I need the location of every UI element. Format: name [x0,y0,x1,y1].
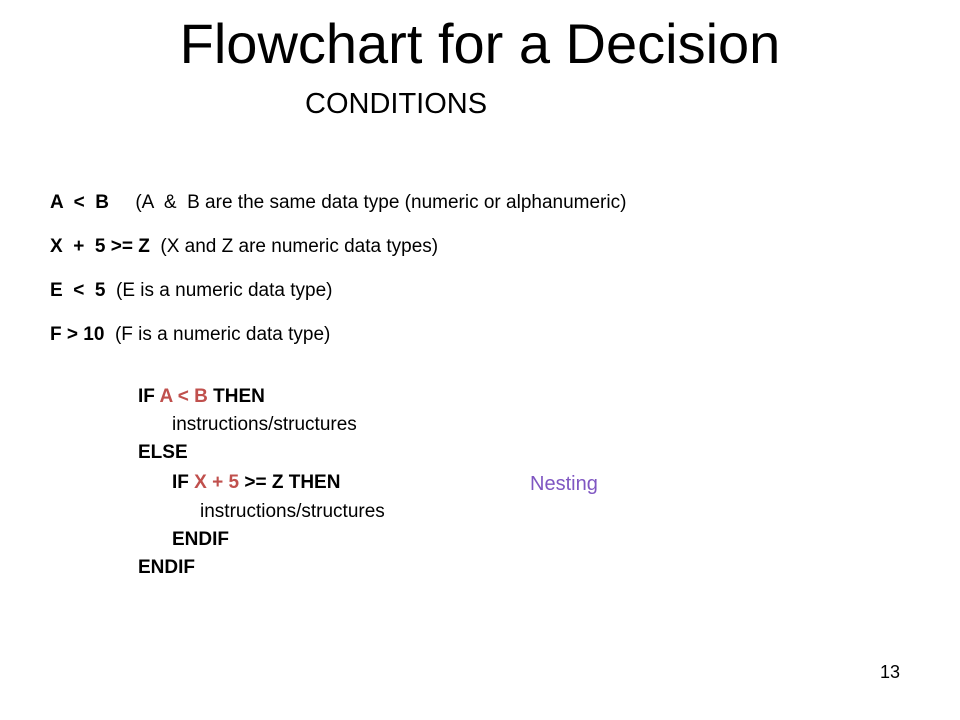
code-then-keyword: THEN [207,386,265,407]
code-endif-outer: ENDIF [138,557,195,578]
code-if-inner-condition-rest: >= Z [239,472,284,493]
condition-2 [50,234,438,260]
condition-3 [50,278,333,304]
condition-2-desc: (X and Z are numeric data types) [160,236,439,257]
code-if-inner-keyword: IF [172,472,195,493]
code-else: ELSE [138,442,188,463]
code-if-inner [172,470,340,496]
code-instructions-1: instructions/structures [172,414,357,435]
condition-4-desc: (F is a numeric data type) [114,324,331,345]
condition-1-gap [109,192,135,213]
condition-4-expr: F > 10 [50,324,105,345]
condition-3-gap [105,280,116,301]
page-number: 13 [880,662,901,682]
condition-1 [50,190,626,216]
code-endif-inner: ENDIF [172,529,229,550]
code-if-inner-condition: X + 5 [194,472,240,493]
condition-3-desc: (E is a numeric data type) [116,280,333,301]
condition-4-gap [104,324,115,345]
condition-2-gap [150,236,161,257]
condition-1-desc: (A & B are the same data type (numeric or alphanumeric) [135,192,627,213]
code-instructions-2: instructions/structures [200,501,385,522]
condition-2-expr: X + 5 >= Z [50,236,150,257]
code-if-outer [138,384,265,410]
code-if-condition: A < B [159,386,208,407]
nesting-note: Nesting [530,473,598,495]
condition-4 [50,322,330,348]
slide-title: Flowchart for a Decision [179,12,781,75]
condition-3-expr: E < 5 [50,280,106,301]
code-if-inner-then: THEN [283,472,341,493]
slide-subtitle: CONDITIONS [305,88,488,120]
code-if-keyword: IF [138,386,160,407]
condition-1-expr: A < B [50,192,109,213]
